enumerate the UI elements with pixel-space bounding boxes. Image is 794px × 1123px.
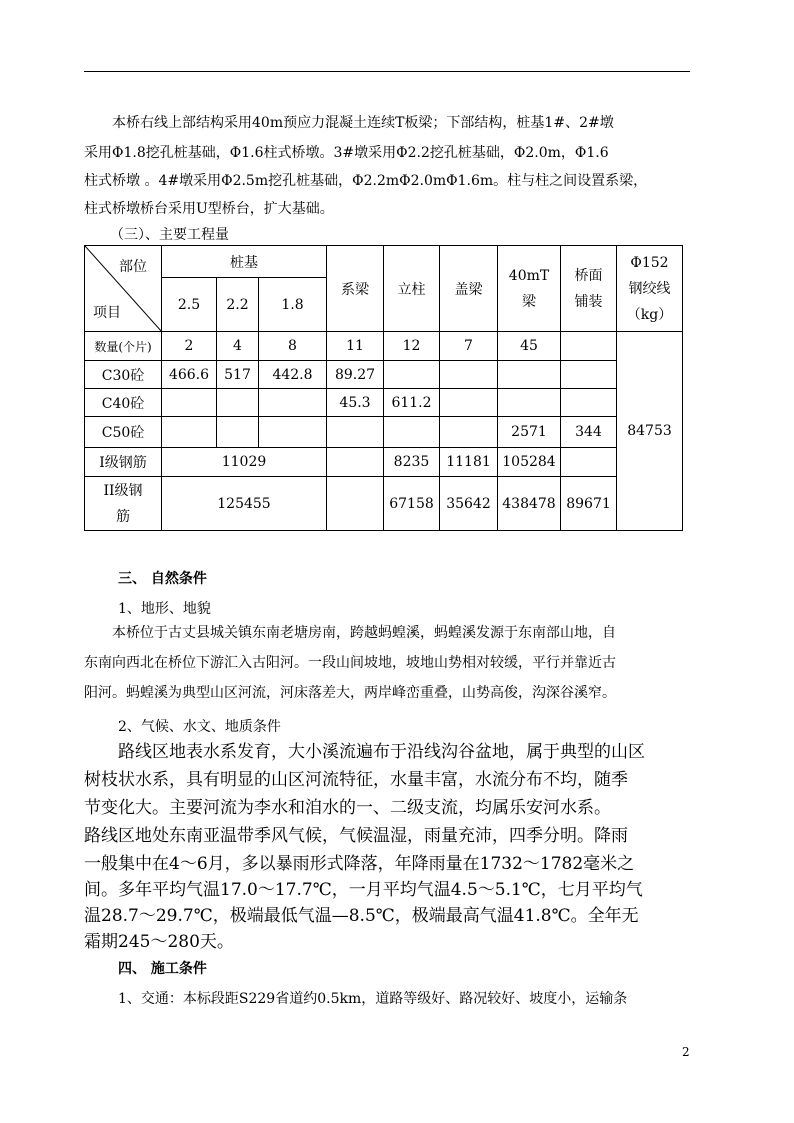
row-label bbox=[85, 477, 162, 531]
cell-p22 bbox=[217, 389, 259, 417]
cell-p22: 517 bbox=[217, 361, 259, 389]
cell-cap bbox=[440, 389, 498, 417]
row-label-line-2: 筋 bbox=[116, 508, 130, 525]
strand-header-line-2: 钢绞线 bbox=[628, 280, 671, 297]
deck-header-line-1: 桥面 bbox=[574, 267, 603, 284]
strand-header-line-3: （kg） bbox=[626, 306, 673, 323]
cell-p18: 442.8 bbox=[259, 361, 327, 389]
section-3-2-line-3: 节变化大。主要河流为李水和洎水的一、二级支流，均属乐安河水系。 bbox=[84, 798, 611, 818]
section-3-2-line-4: 路线区地处东南亚温带季风气候，气候温湿，雨量充沛，四季分明。降雨 bbox=[84, 826, 628, 846]
table-row bbox=[85, 448, 683, 477]
section-3-1-title: 1、地形、地貌 bbox=[118, 601, 211, 617]
cell-p18 bbox=[259, 389, 327, 417]
cell-deck bbox=[561, 389, 617, 417]
cell-tbeam: 105284 bbox=[498, 448, 561, 477]
strand-header-line-1: Φ152 bbox=[630, 254, 669, 271]
cell-deck bbox=[561, 361, 617, 389]
intro-line-2: 采用Φ1.8挖孔桩基础，Φ1.6柱式桥墩。3#墩采用Φ2.2挖孔桩基础，Φ2.0m，Φ1.6 bbox=[84, 145, 609, 161]
cell-tie bbox=[327, 448, 384, 477]
cell-tbeam: 438478 bbox=[498, 477, 561, 531]
cell-deck bbox=[561, 448, 617, 477]
pile-size-1-8: 1.8 bbox=[259, 278, 327, 332]
intro-line-3: 柱式桥墩 。4#墩采用Φ2.5m挖孔桩基础，Φ2.2mΦ2.0mΦ1.6m。柱与柱之间设置系梁， bbox=[84, 173, 648, 189]
tbeam-header bbox=[498, 246, 561, 332]
cell-p18: 8 bbox=[259, 332, 327, 361]
cell-deck bbox=[561, 332, 617, 361]
section-4-line-1: 1、交通：本标段距S229省道约0.5km，道路等级好、路况较好、坡度小，运输条 bbox=[118, 991, 628, 1007]
header-rule bbox=[84, 71, 690, 72]
cell-p18 bbox=[259, 417, 327, 448]
cell-p25: 2 bbox=[162, 332, 217, 361]
cell-col bbox=[384, 361, 440, 389]
section-3-2-line-5: 一般集中在4～6月，多以暴雨形式降落，年降雨量在1732～1782毫米之 bbox=[84, 854, 635, 874]
pile-size-2-2: 2.2 bbox=[217, 278, 259, 332]
cell-tie bbox=[327, 477, 384, 531]
cell-deck: 89671 bbox=[561, 477, 617, 531]
cell-deck: 344 bbox=[561, 417, 617, 448]
cell-p22 bbox=[217, 417, 259, 448]
cap-beam-header: 盖梁 bbox=[440, 246, 498, 332]
row-label: C40砼 bbox=[85, 389, 162, 417]
cell-cap: 11181 bbox=[440, 448, 498, 477]
pile-group-header: 桩基 bbox=[162, 246, 327, 278]
tie-beam-header: 系梁 bbox=[327, 246, 384, 332]
deck-header bbox=[561, 246, 617, 332]
intro-line-1: 本桥右线上部结构采用40m预应力混凝土连续T板梁；下部结构，桩基1#、2#墩 bbox=[112, 115, 614, 131]
section-3-2-line-1: 路线区地表水系发育，大小溪流遍布于沿线沟谷盆地，属于典型的山区 bbox=[118, 742, 645, 762]
cell-col: 611.2 bbox=[384, 389, 440, 417]
section-3-1-line-2: 东南向西北在桥位下游汇入古阳河。一段山间坡地，坡地山势相对较缓，平行并靠近古 bbox=[84, 655, 616, 671]
row-label: I级钢筋 bbox=[85, 448, 162, 477]
section-3-2-line-8: 霜期245～280天。 bbox=[84, 932, 234, 952]
strand-header bbox=[617, 246, 683, 332]
row-label: C30砼 bbox=[85, 361, 162, 389]
table-heading: （三）、主要工程量 bbox=[110, 227, 229, 243]
tbeam-header-line-2: 梁 bbox=[522, 293, 536, 310]
quantity-table bbox=[84, 245, 683, 531]
strand-total: 84753 bbox=[617, 332, 683, 531]
cell-tie bbox=[327, 417, 384, 448]
section-3-2-line-2: 树枝状水系，具有明显的山区河流特征，水量丰富，水流分布不均，随季 bbox=[84, 770, 628, 790]
cell-tbeam: 45 bbox=[498, 332, 561, 361]
table-row bbox=[85, 417, 683, 448]
column-header: 立柱 bbox=[384, 246, 440, 332]
cell-col: 67158 bbox=[384, 477, 440, 531]
cell-piles: 125455 bbox=[162, 477, 327, 531]
pile-size-2-5: 2.5 bbox=[162, 278, 217, 332]
cell-tie: 89.27 bbox=[327, 361, 384, 389]
table-row bbox=[85, 389, 683, 417]
cell-tbeam bbox=[498, 361, 561, 389]
row-label: 数量(个片) bbox=[85, 332, 162, 361]
section-3-title: 三、 自然条件 bbox=[118, 571, 207, 587]
cell-cap: 35642 bbox=[440, 477, 498, 531]
table-row bbox=[85, 477, 683, 531]
table-row bbox=[85, 332, 683, 361]
cell-tbeam bbox=[498, 389, 561, 417]
cell-p25 bbox=[162, 417, 217, 448]
cell-p22: 4 bbox=[217, 332, 259, 361]
cell-col bbox=[384, 417, 440, 448]
table-row bbox=[85, 361, 683, 389]
intro-line-4: 柱式桥墩桥台采用U型桥台，扩大基础。 bbox=[84, 201, 334, 217]
deck-header-line-2: 铺装 bbox=[574, 293, 603, 310]
cell-tbeam: 2571 bbox=[498, 417, 561, 448]
corner-top-label: 部位 bbox=[119, 259, 147, 275]
section-3-2-title: 2、气候、水文、地质条件 bbox=[118, 719, 281, 735]
page-number: 2 bbox=[682, 1045, 690, 1059]
row-label: C50砼 bbox=[85, 417, 162, 448]
corner-bottom-label: 项目 bbox=[93, 305, 121, 321]
cell-tie: 11 bbox=[327, 332, 384, 361]
section-3-1-line-3: 阳河。蚂蝗溪为典型山区河流，河床落差大，两岸峰峦重叠，山势高俊，沟深谷溪窄。 bbox=[84, 685, 616, 701]
cell-piles: 11029 bbox=[162, 448, 327, 477]
tbeam-header-line-1: 40mT bbox=[508, 267, 550, 284]
cell-cap bbox=[440, 361, 498, 389]
corner-header-cell bbox=[85, 246, 162, 332]
section-3-2-line-7: 温28.7～29.7℃，极端最低气温—8.5℃，极端最高气温41.8℃。全年无 bbox=[84, 906, 639, 926]
cell-p25 bbox=[162, 389, 217, 417]
cell-p25: 466.6 bbox=[162, 361, 217, 389]
section-3-2-line-6: 间。多年平均气温17.0～17.7℃，一月平均气温4.5～5.1℃，七月平均气 bbox=[84, 880, 643, 900]
cell-col: 8235 bbox=[384, 448, 440, 477]
cell-col: 12 bbox=[384, 332, 440, 361]
section-3-1-line-1: 本桥位于古丈县城关镇东南老塘房南，跨越蚂蝗溪，蚂蝗溪发源于东南部山地，自 bbox=[112, 625, 616, 641]
cell-cap bbox=[440, 417, 498, 448]
cell-tie: 45.3 bbox=[327, 389, 384, 417]
cell-cap: 7 bbox=[440, 332, 498, 361]
section-4-title: 四、 施工条件 bbox=[118, 961, 207, 977]
row-label-line-1: II级钢 bbox=[103, 482, 143, 499]
